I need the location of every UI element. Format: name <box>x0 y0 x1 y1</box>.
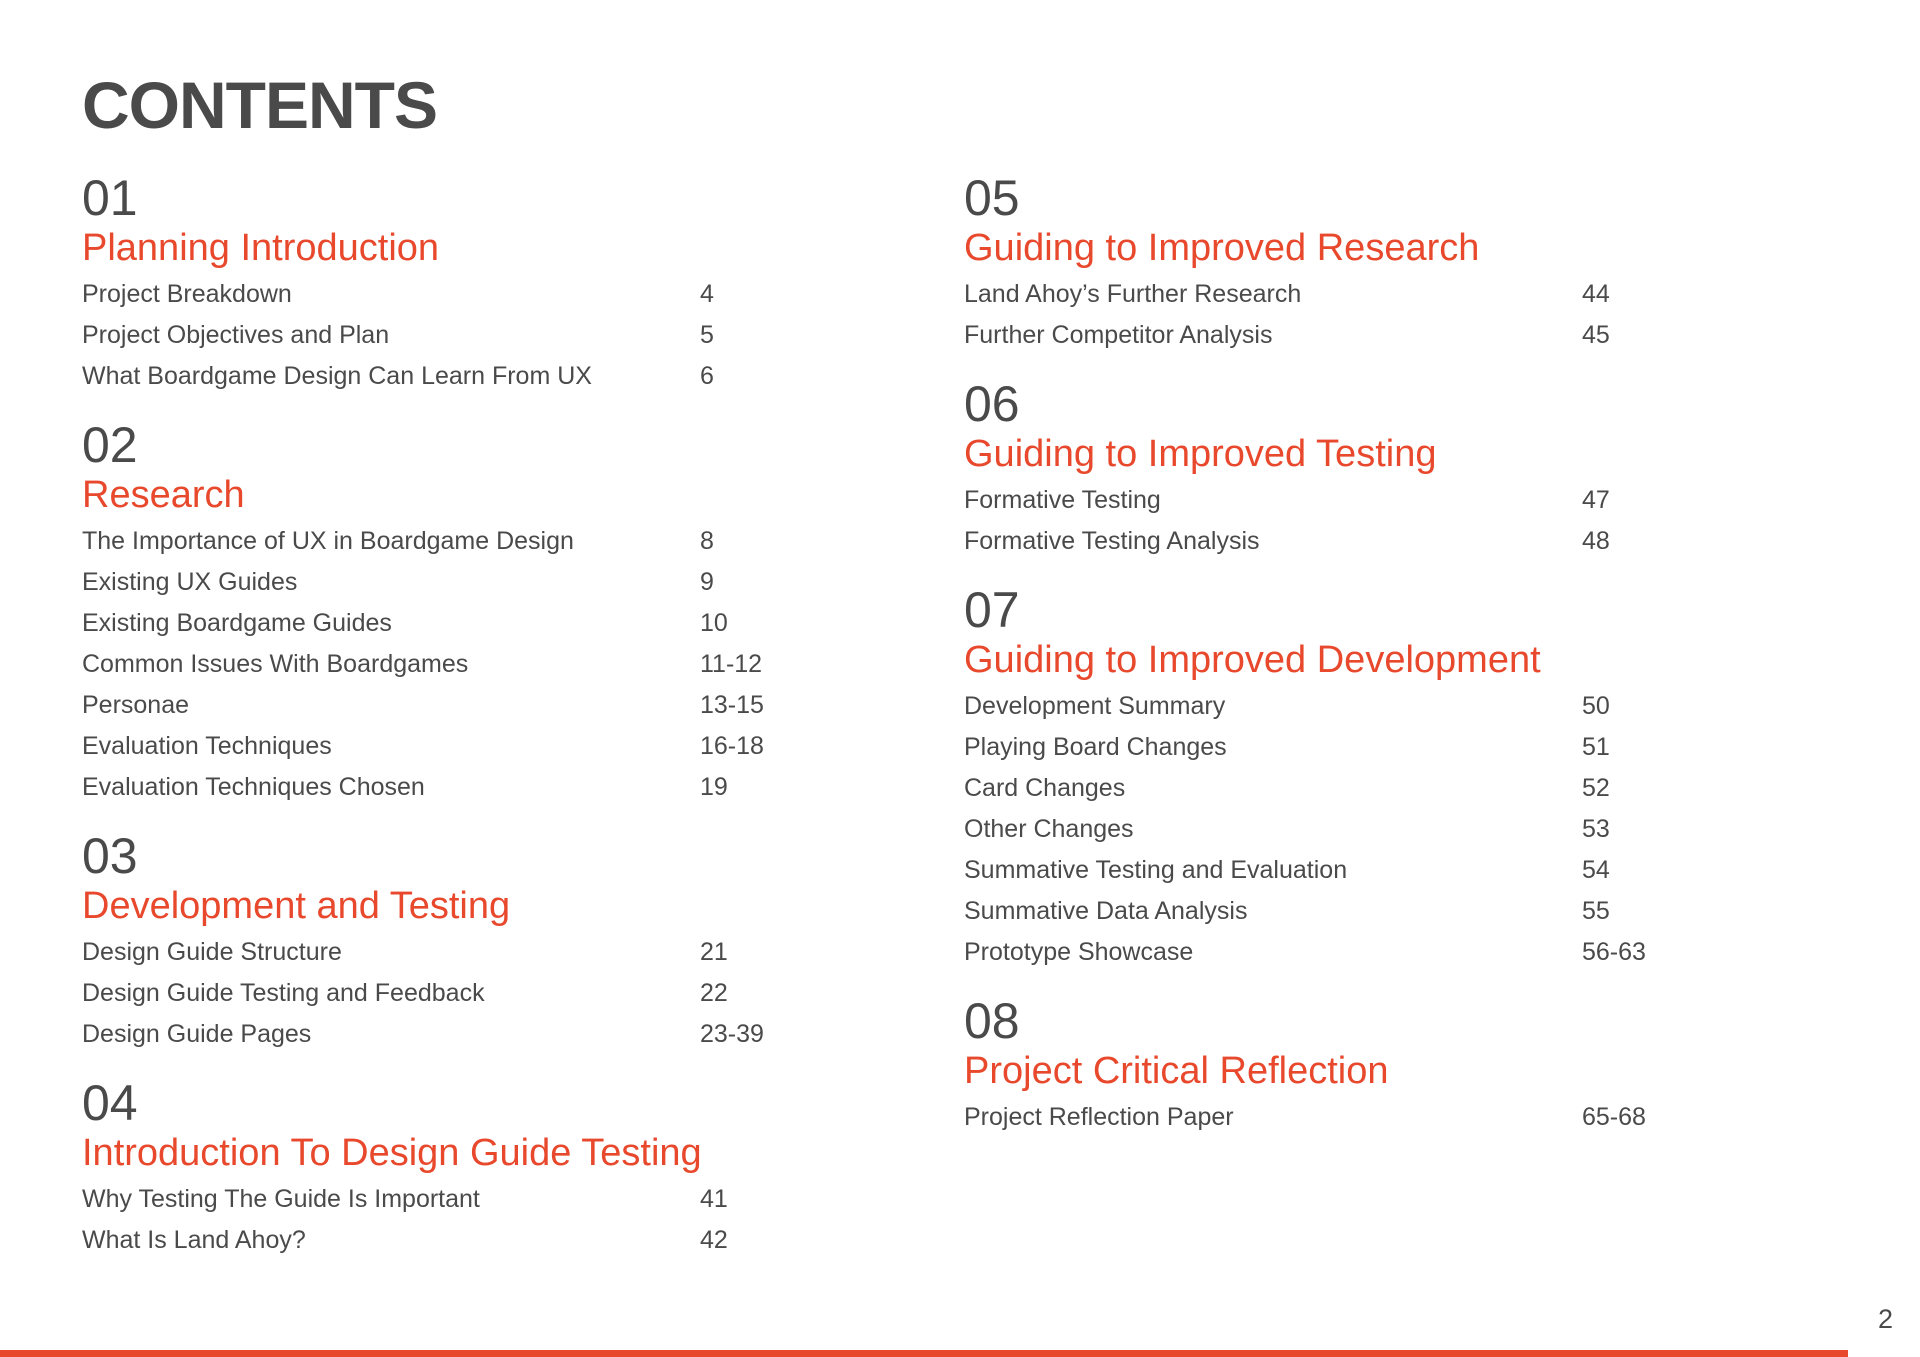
toc-entry-page: 8 <box>700 527 714 555</box>
toc-entry-page: 51 <box>1582 733 1610 761</box>
toc-entry[interactable] <box>964 932 1664 973</box>
toc-entry-page: 6 <box>700 362 714 390</box>
toc-entry[interactable] <box>82 603 782 644</box>
toc-entry-label: Common Issues With Boardgames <box>82 650 469 678</box>
section-07 <box>964 582 1664 973</box>
section-title[interactable]: Introduction To Design Guide Testing <box>82 1132 702 1174</box>
toc-entry-label: Prototype Showcase <box>964 938 1194 966</box>
toc-entry-label: Playing Board Changes <box>964 733 1227 761</box>
toc-entry[interactable] <box>82 1179 782 1220</box>
toc-entry-page: 4 <box>700 280 714 308</box>
toc-entry-label: Existing UX Guides <box>82 568 298 596</box>
section-08 <box>964 993 1664 1138</box>
section-title[interactable]: Guiding to Improved Development <box>964 639 1541 681</box>
toc-entry-page: 55 <box>1582 897 1610 925</box>
section-entries <box>964 686 1664 973</box>
toc-entry[interactable] <box>964 521 1664 562</box>
toc-entry-label: Formative Testing <box>964 486 1161 514</box>
toc-entry[interactable] <box>82 1014 782 1055</box>
section-entries <box>82 932 782 1055</box>
toc-entry-label: Project Objectives and Plan <box>82 321 390 349</box>
toc-entry-page: 48 <box>1582 527 1610 555</box>
toc-entry[interactable] <box>964 768 1664 809</box>
toc-entry[interactable] <box>964 1097 1664 1138</box>
toc-entry-page: 19 <box>700 773 728 801</box>
toc-entry-label: What Boardgame Design Can Learn From UX <box>82 362 592 390</box>
toc-entry-label: The Importance of UX in Boardgame Design <box>82 527 574 555</box>
toc-entry[interactable] <box>964 850 1664 891</box>
section-04 <box>82 1075 782 1261</box>
toc-entry-page: 65-68 <box>1582 1103 1646 1131</box>
section-01 <box>82 170 782 397</box>
toc-entry[interactable] <box>82 1220 782 1261</box>
section-entries <box>82 274 782 397</box>
section-number: 03 <box>82 828 138 884</box>
toc-entry-page: 42 <box>700 1226 728 1254</box>
section-title[interactable]: Research <box>82 474 245 516</box>
toc-entry[interactable] <box>82 562 782 603</box>
toc-entry-page: 50 <box>1582 692 1610 720</box>
section-entries <box>82 521 782 808</box>
section-number: 07 <box>964 582 1020 638</box>
section-entries <box>964 274 1664 356</box>
page-title: CONTENTS <box>82 68 437 142</box>
toc-entry-label: Design Guide Pages <box>82 1020 312 1048</box>
toc-entry-page: 21 <box>700 938 728 966</box>
toc-entry-label: Land Ahoy’s Further Research <box>964 280 1302 308</box>
toc-entry-page: 53 <box>1582 815 1610 843</box>
toc-entry-page: 11-12 <box>700 650 763 678</box>
toc-entry[interactable] <box>82 973 782 1014</box>
toc-entry-page: 9 <box>700 568 714 596</box>
toc-entry-label: What Is Land Ahoy? <box>82 1226 306 1254</box>
toc-entry-label: Project Breakdown <box>82 280 292 308</box>
toc-entry-label: Formative Testing Analysis <box>964 527 1260 555</box>
toc-entry[interactable] <box>964 480 1664 521</box>
toc-entry-label: Other Changes <box>964 815 1134 843</box>
toc-entry-page: 47 <box>1582 486 1610 514</box>
section-number: 06 <box>964 376 1020 432</box>
page-number: 2 <box>1877 1304 1893 1334</box>
toc-entry-page: 22 <box>700 979 728 1007</box>
toc-entry[interactable] <box>82 726 782 767</box>
toc-entry-label: Evaluation Techniques Chosen <box>82 773 425 801</box>
toc-entry[interactable] <box>82 767 782 808</box>
section-entries <box>964 1097 1664 1138</box>
toc-entry-page: 56-63 <box>1582 938 1646 966</box>
toc-entry-label: Evaluation Techniques <box>82 732 332 760</box>
toc-entry-label: Design Guide Testing and Feedback <box>82 979 485 1007</box>
section-03 <box>82 828 782 1055</box>
toc-entry-page: 10 <box>700 609 728 637</box>
section-02 <box>82 417 782 808</box>
footer-accent-bar <box>0 1350 1848 1357</box>
toc-entry[interactable] <box>82 356 782 397</box>
section-number: 05 <box>964 170 1020 226</box>
toc-entry-page: 54 <box>1582 856 1610 884</box>
toc-entry-page: 41 <box>700 1185 728 1213</box>
toc-entry-label: Summative Data Analysis <box>964 897 1248 925</box>
toc-entry-label: Project Reflection Paper <box>964 1103 1234 1131</box>
section-05 <box>964 170 1664 356</box>
toc-entry[interactable] <box>964 686 1664 727</box>
toc-entry-label: Further Competitor Analysis <box>964 321 1273 349</box>
toc-entry-label: Summative Testing and Evaluation <box>964 856 1348 884</box>
toc-entry[interactable] <box>964 891 1664 932</box>
toc-entry[interactable] <box>82 932 782 973</box>
section-title[interactable]: Guiding to Improved Testing <box>964 433 1437 475</box>
toc-entry-page: 44 <box>1582 280 1610 308</box>
contents-right-column <box>964 170 1664 1158</box>
toc-entry-page: 13-15 <box>700 691 764 719</box>
toc-entry-label: Personae <box>82 691 190 719</box>
section-entries <box>82 1179 782 1261</box>
section-06 <box>964 376 1664 562</box>
toc-entry-label: Design Guide Structure <box>82 938 342 966</box>
section-entries <box>964 480 1664 562</box>
section-number: 02 <box>82 417 138 473</box>
toc-entry-page: 45 <box>1582 321 1610 349</box>
toc-entry-page: 52 <box>1582 774 1610 802</box>
section-title[interactable]: Planning Introduction <box>82 227 440 269</box>
toc-entry[interactable] <box>964 315 1664 356</box>
toc-entry[interactable] <box>82 315 782 356</box>
contents-left-column <box>82 170 782 1281</box>
toc-entry-page: 23-39 <box>700 1020 764 1048</box>
toc-entry[interactable] <box>82 274 782 315</box>
toc-entry-label: Development Summary <box>964 692 1226 720</box>
section-number: 01 <box>82 170 138 226</box>
toc-entry-label: Why Testing The Guide Is Important <box>82 1185 480 1213</box>
toc-entry[interactable] <box>82 644 782 685</box>
toc-entry-label: Card Changes <box>964 774 1126 802</box>
toc-entry[interactable] <box>82 685 782 726</box>
section-number: 08 <box>964 993 1020 1049</box>
toc-entry[interactable] <box>964 727 1664 768</box>
toc-entry[interactable] <box>964 809 1664 850</box>
toc-entry-page: 16-18 <box>700 732 764 760</box>
section-title[interactable]: Project Critical Reflection <box>964 1050 1389 1092</box>
section-title[interactable]: Development and Testing <box>82 885 511 927</box>
toc-entry[interactable] <box>82 521 782 562</box>
toc-entry-page: 5 <box>700 321 714 349</box>
toc-entry[interactable] <box>964 274 1664 315</box>
toc-entry-label: Existing Boardgame Guides <box>82 609 392 637</box>
section-title[interactable]: Guiding to Improved Research <box>964 227 1480 269</box>
section-number: 04 <box>82 1075 138 1131</box>
